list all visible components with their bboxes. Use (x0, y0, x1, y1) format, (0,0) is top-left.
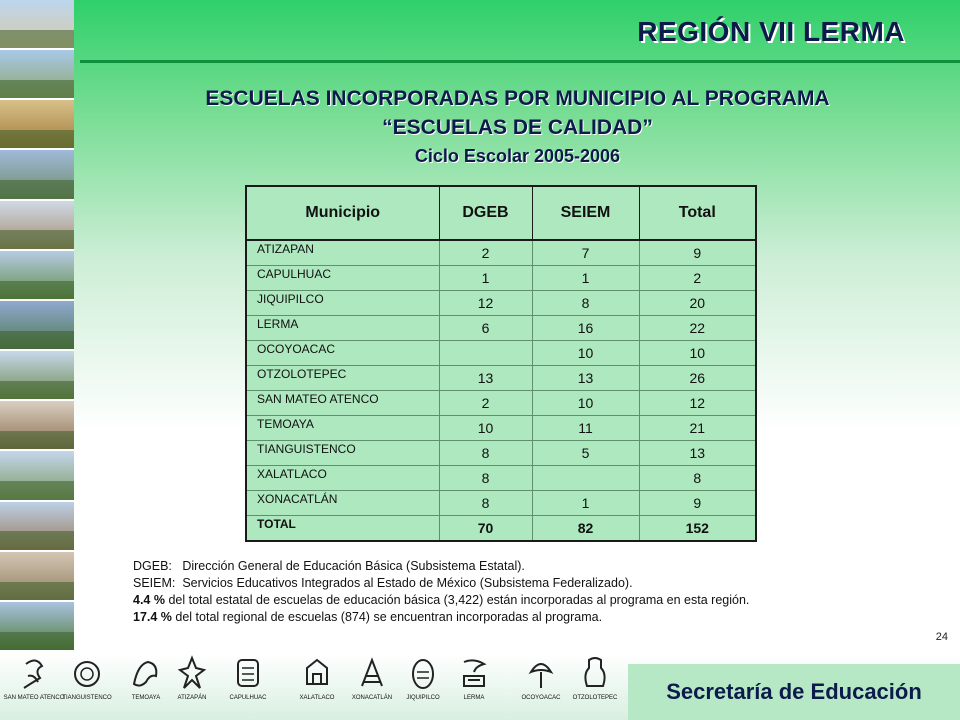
cell-total-dgeb: 70 (439, 516, 532, 542)
emblem-label: TIANGUISTENCO (62, 695, 112, 701)
cell-seiem: 7 (532, 240, 639, 266)
xalatlaco-glyph-icon (299, 654, 335, 694)
table-row (246, 341, 756, 366)
photo-strip (0, 0, 74, 650)
cell-municipio: XONACATLÁN (246, 491, 439, 516)
table-row (246, 291, 756, 316)
photo-mountain (0, 351, 74, 399)
emblem-xalatlaco (287, 654, 347, 702)
emblem-label: TEMOAYA (131, 695, 161, 701)
cell-dgeb: 12 (439, 291, 532, 316)
schools-table (245, 185, 757, 542)
footnotes (133, 558, 873, 626)
cell-dgeb: 2 (439, 240, 532, 266)
photo-bridge (0, 301, 74, 349)
note-seiem (133, 575, 873, 592)
emblem-lerma (444, 654, 504, 702)
cell-municipio: SAN MATEO ATENCO (246, 391, 439, 416)
san-mateo-atenco-glyph-icon (16, 654, 52, 694)
emblem-san-mateo-atenco (4, 654, 64, 702)
table-row (246, 391, 756, 416)
photo-landmark (0, 0, 74, 48)
cell-dgeb: 6 (439, 316, 532, 341)
photo-church (0, 502, 74, 550)
cell-total: 22 (639, 316, 756, 341)
cell-total: 10 (639, 341, 756, 366)
note-percent-state (133, 592, 873, 609)
column-header-total: Total (639, 186, 756, 240)
emblem-label: ATIZAPÁN (177, 695, 207, 701)
cell-total-label: TOTAL (246, 516, 439, 542)
header-divider (80, 60, 960, 63)
emblem-tianguistenco (57, 654, 117, 702)
cell-seiem: 5 (532, 441, 639, 466)
emblem-label: OCOYOACAC (521, 695, 561, 701)
cell-total: 12 (639, 391, 756, 416)
table-row (246, 366, 756, 391)
cell-total: 9 (639, 240, 756, 266)
cell-dgeb: 8 (439, 466, 532, 491)
note-seiem-abbr: SEIEM: (133, 576, 176, 590)
xonacatlan-glyph-icon (354, 654, 390, 694)
cell-seiem: 1 (532, 266, 639, 291)
column-header-dgeb: DGEB (439, 186, 532, 240)
page-number: 24 (935, 631, 948, 643)
cell-municipio: JIQUIPILCO (246, 291, 439, 316)
table-row (246, 316, 756, 341)
page-title: ESCUELAS INCORPORADAS POR MUNICIPIO AL PROGRAMA (205, 87, 830, 110)
photo-plaza (0, 552, 74, 600)
cell-seiem: 16 (532, 316, 639, 341)
note-pct1: 4.4 % (133, 593, 165, 607)
emblem-label: XONACATLÁN (351, 695, 393, 701)
cell-total: 9 (639, 491, 756, 516)
cell-dgeb (439, 341, 532, 366)
cell-municipio: XALATLACO (246, 466, 439, 491)
cell-total-seiem: 82 (532, 516, 639, 542)
table-row (246, 441, 756, 466)
cell-total: 13 (639, 441, 756, 466)
lerma-glyph-icon (456, 654, 492, 694)
table-header-row (246, 186, 756, 240)
ocoyoacac-glyph-icon (523, 654, 559, 694)
cell-seiem: 1 (532, 491, 639, 516)
photo-lake (0, 602, 74, 650)
atizapan-glyph-icon (174, 654, 210, 694)
table-row (246, 416, 756, 441)
note-seiem-text: Servicios Educativos Integrados al Estado de México (Subsistema Federalizado). (182, 576, 633, 590)
table-row (246, 266, 756, 291)
table-row (246, 466, 756, 491)
school-cycle: Ciclo Escolar 2005-2006 (414, 146, 621, 166)
note-dgeb-abbr: DGEB: (133, 559, 172, 573)
cell-dgeb: 8 (439, 491, 532, 516)
cell-municipio: CAPULHUAC (246, 266, 439, 291)
column-header-municipio: Municipio (246, 186, 439, 240)
emblem-ocoyoacac (511, 654, 571, 702)
cell-seiem (532, 466, 639, 491)
cell-municipio: TIANGUISTENCO (246, 441, 439, 466)
tianguistenco-glyph-icon (69, 654, 105, 694)
cell-dgeb: 10 (439, 416, 532, 441)
jiquipilco-glyph-icon (405, 654, 441, 694)
photo-valley (0, 451, 74, 499)
photo-field (0, 100, 74, 148)
cell-grand-total: 152 (639, 516, 756, 542)
cell-municipio: OCOYOACAC (246, 341, 439, 366)
region-title: REGIÓN VII LERMA (637, 16, 905, 47)
photo-trees (0, 251, 74, 299)
cell-seiem: 13 (532, 366, 639, 391)
temoaya-glyph-icon (128, 654, 164, 694)
emblem-label: JIQUIPILCO (406, 695, 440, 701)
program-name: “ESCUELAS DE CALIDAD” (382, 116, 653, 139)
cell-total: 2 (639, 266, 756, 291)
note-dgeb (133, 558, 873, 575)
emblem-label: XALATLACO (299, 695, 335, 701)
cell-seiem: 11 (532, 416, 639, 441)
table-row (246, 491, 756, 516)
note-pct1-text: del total estatal de escuelas de educación básica (3,422) están incorporadas al programa en esta región. (168, 593, 750, 607)
cell-total: 8 (639, 466, 756, 491)
cell-municipio: LERMA (246, 316, 439, 341)
emblem-label: OTZOLOTEPEC (572, 695, 618, 701)
secretaria-brand: Secretaría de Educación (628, 664, 960, 720)
column-header-seiem: SEIEM (532, 186, 639, 240)
emblem-atizapan (162, 654, 222, 702)
cell-dgeb: 13 (439, 366, 532, 391)
cell-dgeb: 8 (439, 441, 532, 466)
cell-dgeb: 2 (439, 391, 532, 416)
emblem-otzolotepec (565, 654, 625, 702)
photo-landscape (0, 50, 74, 98)
photo-building (0, 401, 74, 449)
emblem-label: CAPULHUAC (229, 695, 267, 701)
cell-municipio: TEMOAYA (246, 416, 439, 441)
cell-seiem: 10 (532, 391, 639, 416)
emblem-label: SAN MATEO ATENCO (3, 695, 65, 701)
cell-total: 20 (639, 291, 756, 316)
note-pct2: 17.4 % (133, 610, 172, 624)
cell-total: 26 (639, 366, 756, 391)
emblem-capulhuac (218, 654, 278, 702)
cell-seiem: 10 (532, 341, 639, 366)
table-row (246, 240, 756, 266)
capulhuac-glyph-icon (230, 654, 266, 694)
note-pct2-text: del total regional de escuelas (874) se encuentran incorporadas al programa. (175, 610, 603, 624)
note-percent-region (133, 609, 873, 626)
photo-boat (0, 150, 74, 198)
table-total-row (246, 516, 756, 542)
cell-dgeb: 1 (439, 266, 532, 291)
note-dgeb-text: Dirección General de Educación Básica (Subsistema Estatal). (182, 559, 525, 573)
cell-seiem: 8 (532, 291, 639, 316)
otzolotepec-glyph-icon (577, 654, 613, 694)
cell-municipio: OTZOLOTEPEC (246, 366, 439, 391)
cell-municipio: ATIZAPAN (246, 240, 439, 266)
cell-total: 21 (639, 416, 756, 441)
photo-town (0, 201, 74, 249)
emblem-label: LERMA (463, 695, 485, 701)
